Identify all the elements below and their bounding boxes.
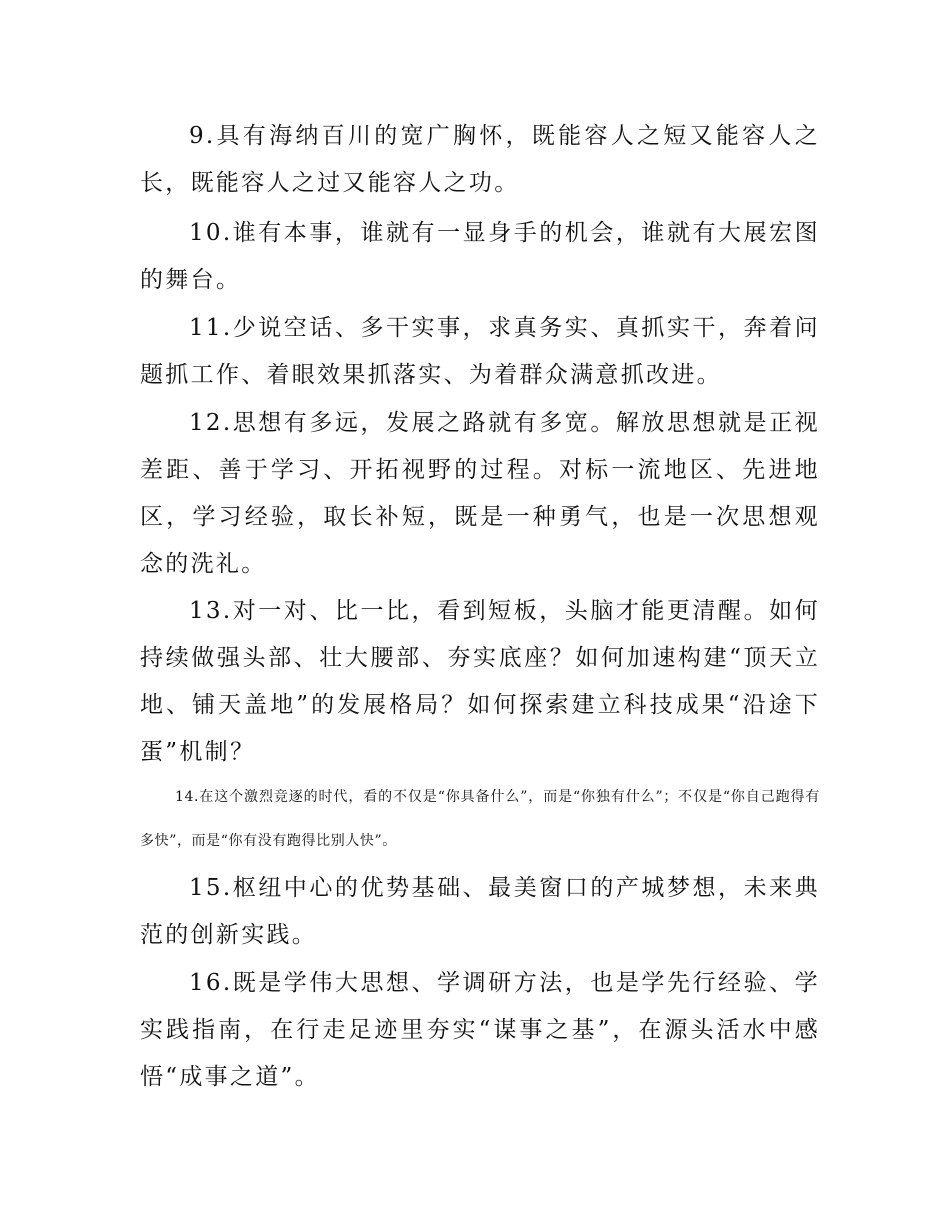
paragraph-10: 10.谁有本事，谁就有一显身手的机会，谁就有大展宏图的舞台。 [140,220,820,293]
paragraph-11: 11.少说空话、多干实事，求真务实、真抓实干，奔着问题抓工作、着眼效果抓落实、为着群众满意抓改进。 [140,315,820,388]
paragraph-14: 14.在这个激烈竞逐的时代，看的不仅是“你具备什么”，而是“你独有什么”；不仅是“你自己跑得有多快”，而是“你有没有跑得比别人快”。 [140,789,820,849]
paragraph-16: 16.既是学伟大思想、学调研方法，也是学先行经验、学实践指南，在行走足迹里夯实“谋事之基”，在源头活水中感悟“成事之道”。 [140,970,820,1090]
paragraph-15: 15.枢纽中心的优势基础、最美窗口的产城梦想，未来典范的创新实践。 [140,875,820,948]
paragraph-9: 9.具有海纳百川的宽广胸怀，既能容人之短又能容人之长，既能容人之过又能容人之功。 [140,123,820,196]
paragraph-13: 13.对一对、比一比，看到短板，头脑才能更清醒。如何持续做强头部、壮大腰部、夯实底座？如何加速构建“顶天立地、铺天盖地”的发展格局？如何探索建立科技成果“沿途下蛋”机制？ [140,598,820,765]
paragraph-12: 12.思想有多远，发展之路就有多宽。解放思想就是正视差距、善于学习、开拓视野的过程。对标一流地区、先进地区，学习经验，取长补短，既是一种勇气，也是一次思想观念的洗礼。 [140,410,820,577]
